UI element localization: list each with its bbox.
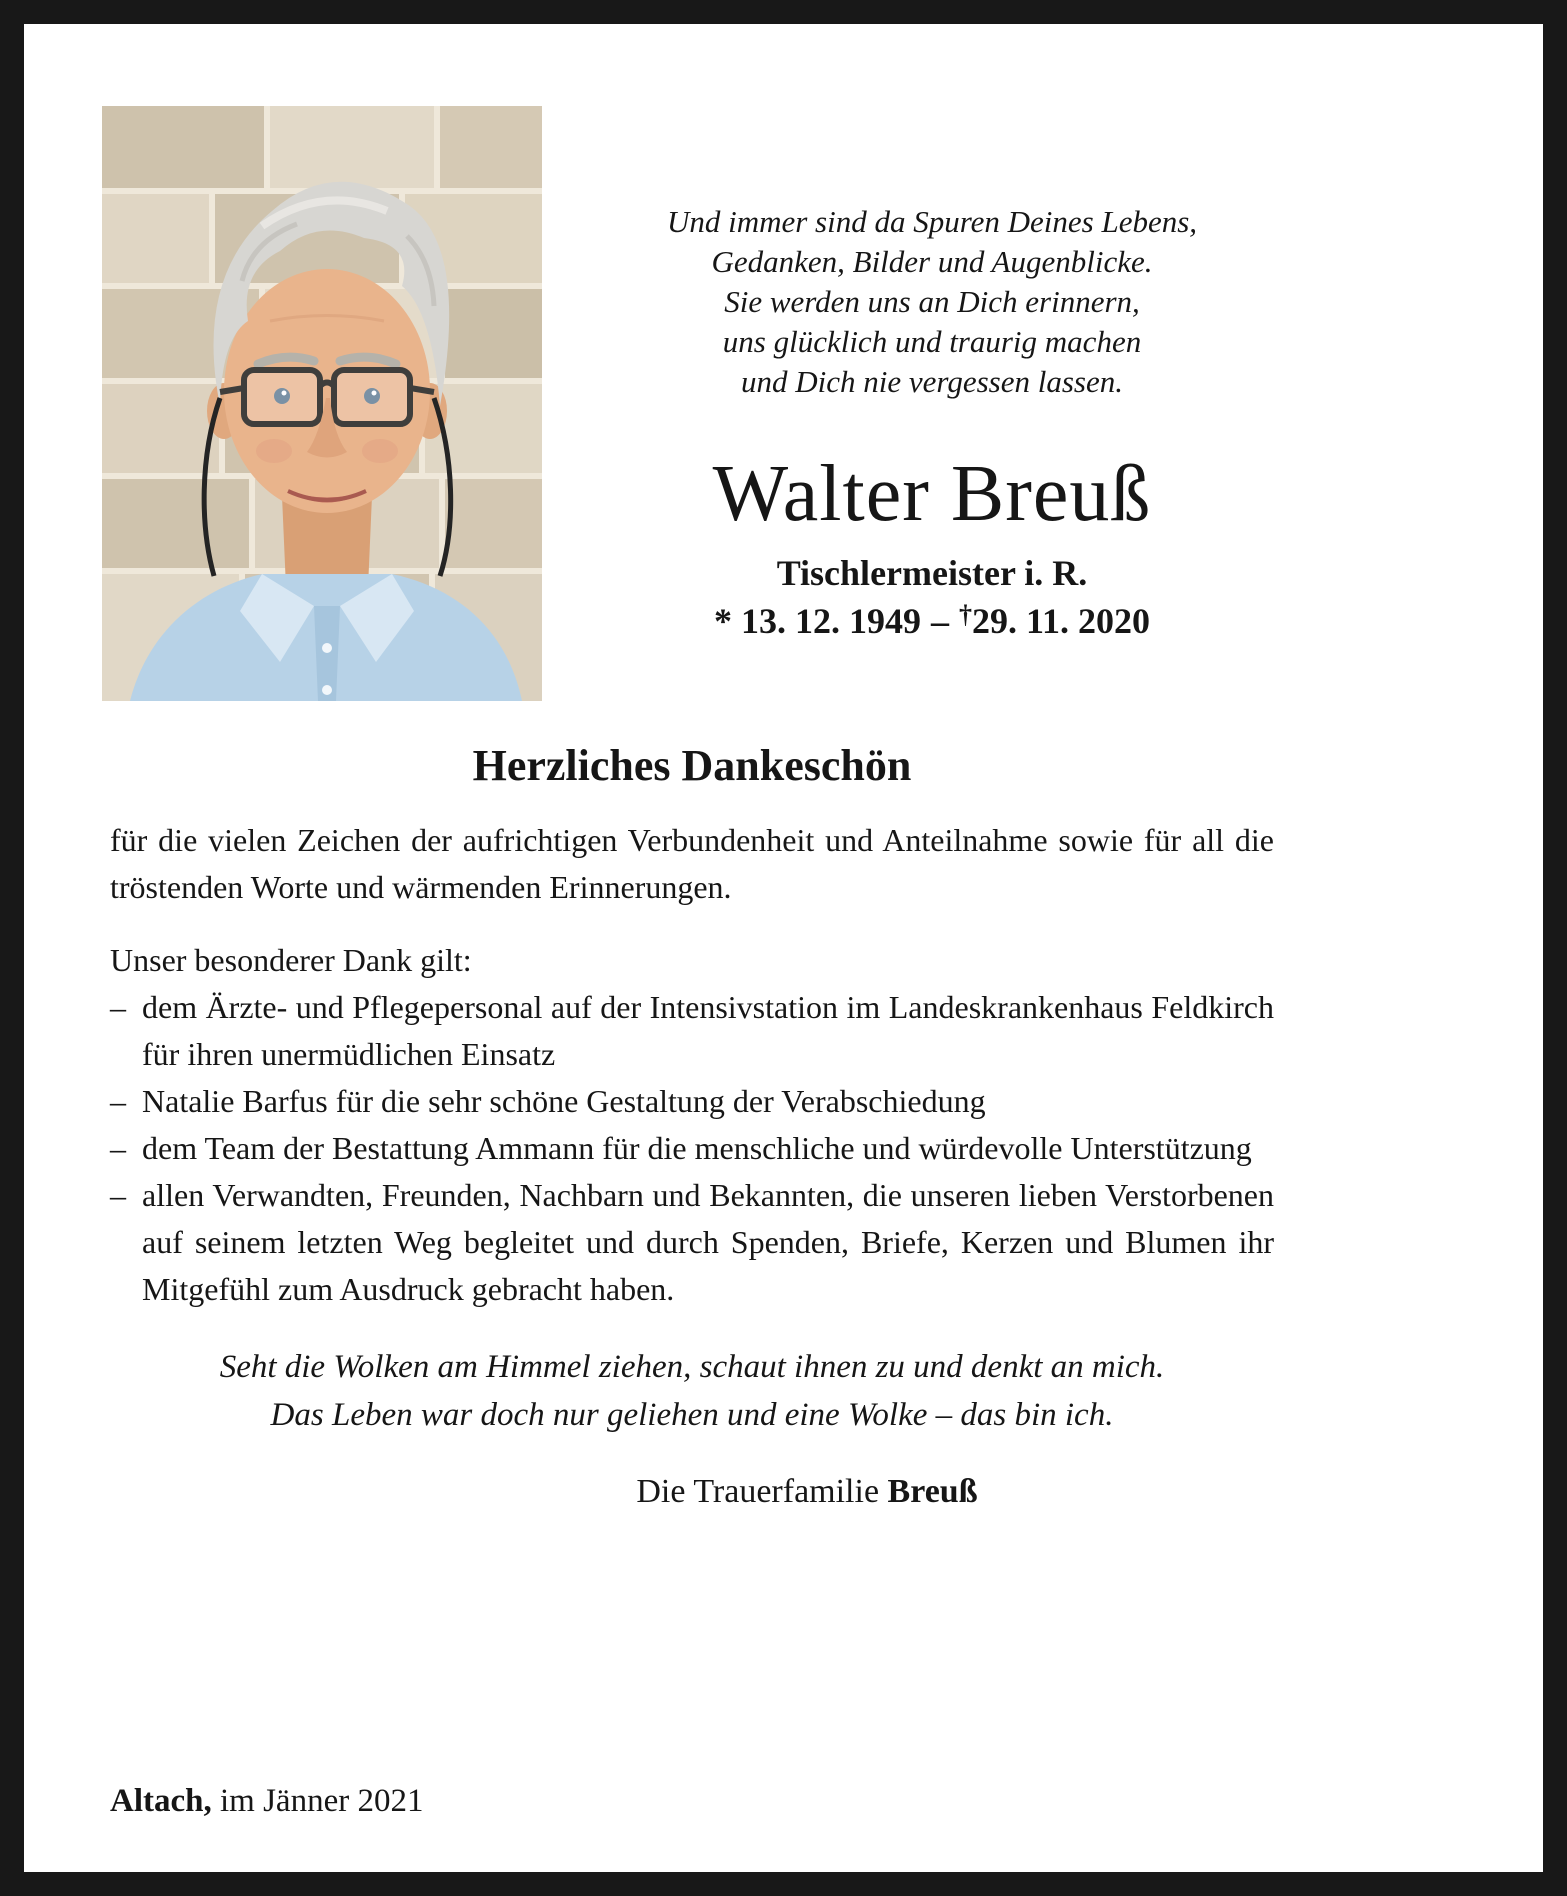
closing-poem	[110, 1343, 1274, 1439]
thanks-item-text: Natalie Barfus für die sehr schöne Gestaltung der Verabschiedung	[142, 1083, 986, 1119]
deceased-name: Walter Breuß	[712, 450, 1152, 538]
thanks-item-text: dem Ärzte- und Pflegepersonal auf der Intensivstation im Landeskrankenhaus Feldkirch für ihren unermüdlichen Einsatz	[142, 989, 1274, 1072]
death-date: 29. 11. 2020	[971, 601, 1150, 641]
poem-line: uns glücklich und traurig machen	[722, 324, 1142, 359]
dash-marker: –	[110, 989, 126, 1025]
poem-line: Gedanken, Bilder und Augenblicke.	[711, 244, 1153, 279]
poem-line: Und immer sind da Spuren Deines Lebens,	[666, 204, 1198, 239]
thanks-list	[110, 984, 1274, 1313]
top-section	[24, 24, 1543, 724]
thanks-item-text: dem Team der Bestattung Ammann für die menschliche und würdevolle Unterstützung	[142, 1130, 1252, 1166]
closing-poem-line: Seht die Wolken am Himmel ziehen, schaut ihnen zu und denkt an mich.	[219, 1349, 1165, 1385]
signature-prefix: Die Trauerfamilie	[636, 1473, 880, 1510]
dash-marker: –	[110, 1083, 126, 1119]
thanks-heading: Herzliches Dankeschön	[472, 741, 912, 790]
place: Altach,	[110, 1783, 212, 1819]
dash-marker: –	[110, 1177, 126, 1213]
place-and-date	[110, 1783, 423, 1820]
life-dates	[602, 600, 1262, 642]
dash-marker: –	[110, 1130, 126, 1166]
thanks-section	[110, 738, 1274, 1511]
thanks-item	[110, 1172, 1274, 1313]
thanks-item	[110, 984, 1274, 1078]
poem-line: und Dich nie vergessen lassen.	[741, 364, 1123, 399]
thanks-item-text: allen Verwandten, Freunden, Nachbarn und Bekannten, die unseren lieben Verstorbenen auf seinem letzten Weg begleitet und durch Spenden, Briefe, Kerzen und Blumen ihr Mitgefühl zum Ausdruck gebracht haben.	[142, 1177, 1274, 1307]
date: im Jänner 2021	[220, 1783, 424, 1819]
portrait-illustration	[102, 106, 542, 701]
thanks-item	[110, 1078, 1274, 1125]
thanks-intro: für die vielen Zeichen der aufrichtigen Verbundenheit und Anteilnahme sowie für all die tröstenden Worte und wärmenden Erinnerungen.	[110, 822, 1274, 905]
thanks-label: Unser besonderer Dank gilt:	[110, 942, 472, 978]
thanks-item	[110, 1125, 1274, 1172]
memorial-poem	[602, 202, 1262, 402]
header-text-column	[602, 202, 1262, 642]
deceased-profession: Tischlermeister i. R.	[776, 553, 1088, 593]
closing-poem-line: Das Leben war doch nur geliehen und eine Wolke – das bin ich.	[270, 1397, 1114, 1433]
portrait-photo	[102, 106, 542, 701]
signature-family-name: Breuß	[887, 1473, 978, 1510]
death-cross-icon: †	[958, 600, 972, 629]
family-signature	[110, 1473, 1274, 1511]
birth-date: * 13. 12. 1949	[713, 601, 921, 641]
poem-line: Sie werden uns an Dich erinnern,	[724, 284, 1140, 319]
date-separator: –	[930, 601, 949, 641]
